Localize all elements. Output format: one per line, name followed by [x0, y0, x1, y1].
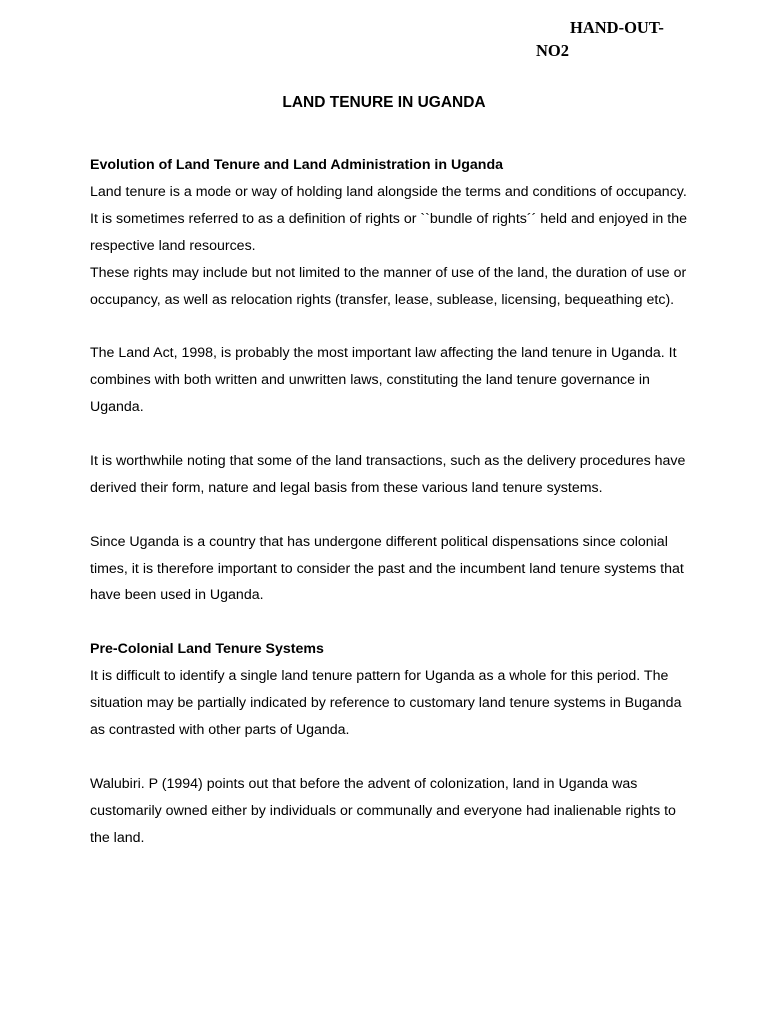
paragraph: The Land Act, 1998, is probably the most important law affecting the land tenure in Uganda. It combines with both written and unwritten laws, constituting the land tenure governance in Uganda.	[90, 345, 677, 416]
paragraph: These rights may include but not limited to the manner of use of the land, the duration of use or occupancy, as well as relocation rights (transfer, lease, sublease, licensing, bequeathing etc).	[90, 264, 687, 308]
paragraph: It is difficult to identify a single land tenure pattern for Uganda as a whole for this period. The situation may be partially indicated by reference to customary land tenure systems in Buganda as contrasted with other parts of Uganda.	[90, 668, 682, 738]
section-heading-evolution: Evolution of Land Tenure and Land Administration in Uganda	[90, 157, 504, 173]
paragraph: It is worthwhile noting that some of the land transactions, such as the delivery procedures have derived their form, nature and legal basis from these various land tenure systems.	[90, 452, 686, 496]
paragraph: Walubiri. P (1994) points out that before the advent of colonization, land in Uganda was customarily owned either by individuals or communally and everyone had inalienable rights to the land.	[90, 775, 676, 846]
paragraph: Land tenure is a mode or way of holding land alongside the terms and conditions of occupancy. It is sometimes referred to as a definition of rights or ``bundle of rights´´ held and enjoyed in the respective land resources.	[90, 183, 687, 254]
handout-line-1: HAND-OUT-	[570, 18, 664, 37]
paragraph-spacer	[90, 744, 690, 771]
paragraph: Since Uganda is a country that has undergone different political dispensations since colonial times, it is therefore important to consider the past and the incumbent land tenure systems that have been used in Uganda.	[90, 533, 684, 604]
paragraph-spacer	[90, 313, 690, 340]
paragraph-spacer	[90, 421, 690, 448]
handout-number	[536, 16, 686, 62]
document-title: LAND TENURE IN UGANDA	[282, 94, 486, 111]
paragraph-spacer	[90, 609, 690, 636]
document-body	[90, 152, 690, 851]
handout-line-2: NO2	[536, 41, 569, 60]
paragraph-spacer	[90, 502, 690, 529]
section-heading-precolonial: Pre-Colonial Land Tenure Systems	[90, 641, 324, 658]
